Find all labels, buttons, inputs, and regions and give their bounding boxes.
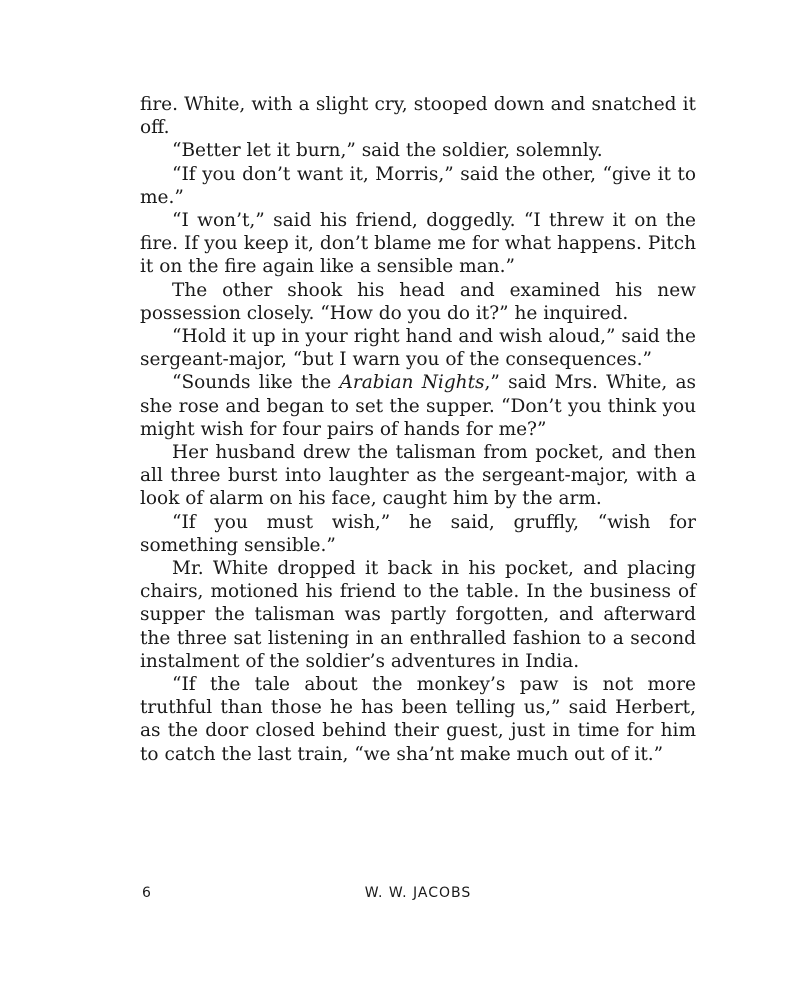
paragraph-3: “If you don’t want it, Morris,” said the other, “give it to me.” (140, 163, 696, 208)
paragraph-2: “Better let it burn,” said the soldier, solemnly. (172, 140, 603, 162)
page-number: 6 (142, 885, 152, 901)
paragraph-8: Her husband drew the talisman from pocket, and then all three burst into laughter as the sergeant-major, with a look of alarm on his face, caught him by the arm. (140, 442, 696, 510)
paragraph-11: “If the tale about the monkey’s paw is not more truthful than those he has been telling us,” said Herbert, as the door closed behind their guest, just in time for him to catch the last train, “we sha’nt make much out of it.” (140, 674, 696, 765)
paragraph-5: The other shook his head and examined his new possession closely. “How do you do it?” he inquired. (140, 279, 696, 324)
paragraph-7-before: “Sounds like the (172, 372, 340, 394)
page-footer (140, 885, 696, 905)
running-head-author: W. W. JACOBS (364, 885, 472, 901)
paragraph-9: “If you must wish,” he said, gruffly, “wish for something sensible.” (140, 511, 696, 556)
paragraph-7-after: ,” said Mrs. White, as she rose and began to set the supper. “Don’t you think you might wish for four pairs of hands for me?” (140, 372, 697, 440)
book-title-italic: Arabian Nights (339, 372, 485, 394)
paragraph-6: “Hold it up in your right hand and wish aloud,” said the sergeant-major, “but I warn you of the consequences.” (140, 326, 696, 371)
paragraph-1: fire. White, with a slight cry, stooped down and snatched it off. (140, 94, 696, 139)
paragraph-7 (140, 371, 696, 441)
paragraph-4: “I won’t,” said his friend, doggedly. “I threw it on the fire. If you keep it, don’t blame me for what happens. Pitch it on the fire again like a sensible man.” (140, 210, 696, 278)
page-body (140, 93, 696, 766)
paragraph-10: Mr. White dropped it back in his pocket, and placing chairs, motioned his friend to the table. In the business of supper the talisman was partly forgotten, and afterward the three sat listening in an enthralled fashion to a second instalment of the soldier’s adventures in India. (140, 558, 696, 672)
